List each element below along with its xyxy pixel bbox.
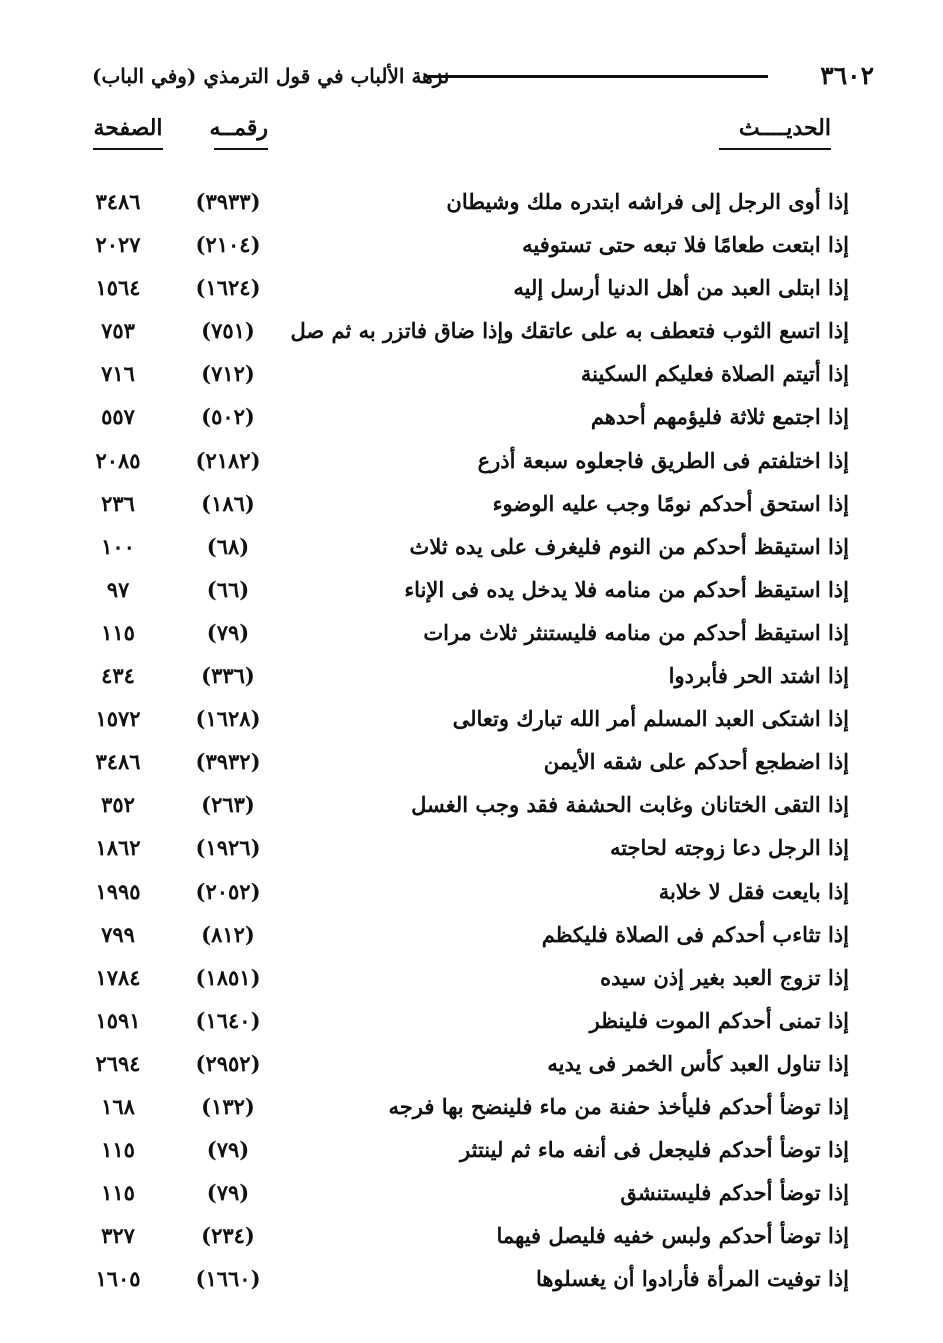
hadith-text: إذا اشتد الحر فأبردوا <box>668 663 849 689</box>
hadith-text: إذا تناول العبد كأس الخمر فى يديه <box>547 1050 849 1076</box>
hadith-number: (٢٦٣) <box>201 792 255 818</box>
hadith-text: إذا توضأ أحدكم فليجعل فى أنفه ماء ثم لينتثر <box>460 1137 849 1163</box>
page-reference: ١٦٠٥ <box>95 1266 141 1292</box>
hadith-number: (١٩٢٦) <box>195 835 261 861</box>
page-reference: ٧١٦ <box>101 361 135 387</box>
index-row <box>0 654 943 697</box>
hadith-number: (١٦٢٨) <box>195 706 261 732</box>
hadith-text: إذا اجتمع ثلاثة فليؤمهم أحدهم <box>590 404 849 430</box>
hadith-text: إذا أوى الرجل إلى فراشه ابتدره ملك وشيطان <box>446 189 849 214</box>
hadith-text: إذا الرجل دعا زوجته لحاجته <box>609 835 849 861</box>
hadith-number: (٥٠٢) <box>201 404 255 430</box>
index-row <box>0 568 943 611</box>
index-row <box>0 956 943 999</box>
index-row <box>0 525 943 568</box>
index-row <box>0 352 943 395</box>
hadith-number: (٢١٠٤) <box>195 232 261 258</box>
hadith-text: إذا توفيت المرأة فأرادوا أن يغسلوها <box>535 1266 849 1292</box>
index-row <box>0 266 943 309</box>
index-row <box>0 913 943 956</box>
hadith-number: (١٦٢٤) <box>195 275 261 301</box>
hadith-text: إذا اتسع الثوب فتعطف به على عاتقك وإذا ضاق فاتزر به ثم صل <box>290 318 849 344</box>
index-row <box>0 395 943 438</box>
column-heading-page: الصفحة <box>93 112 163 150</box>
hadith-number: (٧٩) <box>206 619 250 645</box>
hadith-text: إذا ابتعت طعامًا فلا تبعه حتى تستوفيه <box>522 232 849 258</box>
page-reference: ١٠٠ <box>101 533 135 559</box>
page-number: ٣٦٠٢ <box>820 61 874 90</box>
index-row <box>0 1171 943 1214</box>
page-reference: ٧٥٣ <box>101 318 135 344</box>
page-reference: ٢٦٩٤ <box>95 1050 141 1076</box>
hadith-text: إذا استحق أحدكم نومًا وجب عليه الوضوء <box>492 490 849 516</box>
page-reference: ٣٤٨٦ <box>95 189 141 214</box>
hadith-number: (٦٦) <box>206 576 250 602</box>
hadith-text: إذا استيقظ أحدكم من منامه فليستنثر ثلاث مرات <box>423 619 849 645</box>
hadith-text: إذا اشتكى العبد المسلم أمر الله تبارك وتعالى <box>452 706 849 732</box>
index-row <box>0 1085 943 1128</box>
hadith-number: (٨١٢) <box>201 921 255 947</box>
hadith-text: إذا استيقظ أحدكم من منامه فلا يدخل يده فى الإناء <box>404 576 849 602</box>
hadith-number: (١٨٦) <box>201 490 255 516</box>
index-row <box>0 783 943 826</box>
hadith-text: إذا توضأ أحدكم فليستنشق <box>620 1180 849 1206</box>
hadith-text: إذا بايعت فقل لا خلابة <box>658 878 849 904</box>
page-reference: ٣٤٨٦ <box>95 749 141 775</box>
hadith-number: (٣٩٣٢) <box>195 749 261 775</box>
hadith-text: إذا توضأ أحدكم فليأخذ حفنة من ماء فلينضح بها فرجه <box>388 1093 849 1119</box>
column-heading-hadith: الحديــــث <box>719 112 831 150</box>
index-row <box>0 1257 943 1300</box>
page-reference: ١٥٧٢ <box>95 706 141 732</box>
hadith-text: إذا اختلفتم فى الطريق فاجعلوه سبعة أذرع <box>477 447 849 473</box>
hadith-text: إذا التقى الختانان وغابت الحشفة فقد وجب الغسل <box>411 792 849 818</box>
book-title: نزهة الألباب في قول الترمذي (وفي الباب) <box>92 64 450 88</box>
index-row <box>0 439 943 482</box>
page-reference: ٩٧ <box>106 576 130 602</box>
hadith-number: (٧٩) <box>206 1137 250 1163</box>
page-reference: ٢٠٢٧ <box>95 232 141 258</box>
hadith-text: إذا تثاءب أحدكم فى الصلاة فليكظم <box>541 921 849 947</box>
hadith-number: (١٨٥١) <box>195 964 261 990</box>
hadith-number: (٧١٢) <box>201 361 255 387</box>
hadith-number: (٧٩) <box>206 1180 250 1206</box>
hadith-number: (١٦٦٠) <box>195 1266 261 1292</box>
page-reference: ١٧٨٤ <box>95 964 141 990</box>
page-reference: ١٨٦٢ <box>95 835 141 861</box>
hadith-number: (١٦٤٠) <box>195 1007 261 1033</box>
page-reference: ٣٥٢ <box>101 792 135 818</box>
index-row <box>0 180 943 223</box>
hadith-number: (١٣٢) <box>201 1093 255 1119</box>
hadith-text: إذا تمنى أحدكم الموت فلينظر <box>589 1007 849 1033</box>
page-reference: ٢٠٨٥ <box>95 447 141 473</box>
page-reference: ٥٥٧ <box>101 404 135 430</box>
hadith-number: (٣٩٣٣) <box>195 189 261 214</box>
page-reference: ١١٥ <box>101 1180 135 1206</box>
index-row <box>0 697 943 740</box>
page-reference: ٣٢٧ <box>101 1223 135 1249</box>
hadith-index-list <box>0 180 943 1300</box>
hadith-number: (٢١٨٢) <box>195 447 261 473</box>
hadith-number: (٢٩٥٢) <box>195 1050 261 1076</box>
index-row <box>0 740 943 783</box>
index-row <box>0 309 943 352</box>
hadith-number: (٢٠٥٢) <box>195 878 261 904</box>
index-row <box>0 870 943 913</box>
running-header <box>92 56 874 96</box>
hadith-number: (٢٣٤) <box>201 1223 255 1249</box>
hadith-text: إذا اضطجع أحدكم على شقه الأيمن <box>543 749 849 775</box>
hadith-text: إذا ابتلى العبد من أهل الدنيا أرسل إليه <box>513 275 849 301</box>
index-row <box>0 826 943 869</box>
page-reference: ١٥٦٤ <box>95 275 141 301</box>
hadith-text: إذا أتيتم الصلاة فعليكم السكينة <box>580 361 849 387</box>
page-reference: ١٦٨ <box>101 1093 135 1119</box>
hadith-text: إذا استيقظ أحدكم من النوم فليغرف على يده ثلاث <box>409 533 849 559</box>
index-row <box>0 223 943 266</box>
column-heading-number: رقمــه <box>214 112 268 150</box>
index-row <box>0 1042 943 1085</box>
page-reference: ١١٥ <box>101 1137 135 1163</box>
page-reference: ١١٥ <box>101 619 135 645</box>
page-reference: ٤٣٤ <box>101 663 135 689</box>
hadith-text: إذا توضأ أحدكم ولبس خفيه فليصل فيهما <box>496 1223 849 1249</box>
index-row <box>0 1214 943 1257</box>
page-reference: ١٥٩١ <box>95 1007 141 1033</box>
page-reference: ٧٩٩ <box>101 921 135 947</box>
hadith-number: (٧٥١) <box>201 318 255 344</box>
hadith-number: (٣٣٦) <box>201 663 255 689</box>
index-row <box>0 611 943 654</box>
hadith-text: إذا تزوج العبد بغير إذن سيده <box>600 964 849 990</box>
header-rule <box>426 75 768 78</box>
page-reference: ٢٣٦ <box>101 490 135 516</box>
index-row <box>0 482 943 525</box>
index-row <box>0 1128 943 1171</box>
index-row <box>0 999 943 1042</box>
page-reference: ١٩٩٥ <box>95 878 141 904</box>
hadith-number: (٦٨) <box>206 533 250 559</box>
